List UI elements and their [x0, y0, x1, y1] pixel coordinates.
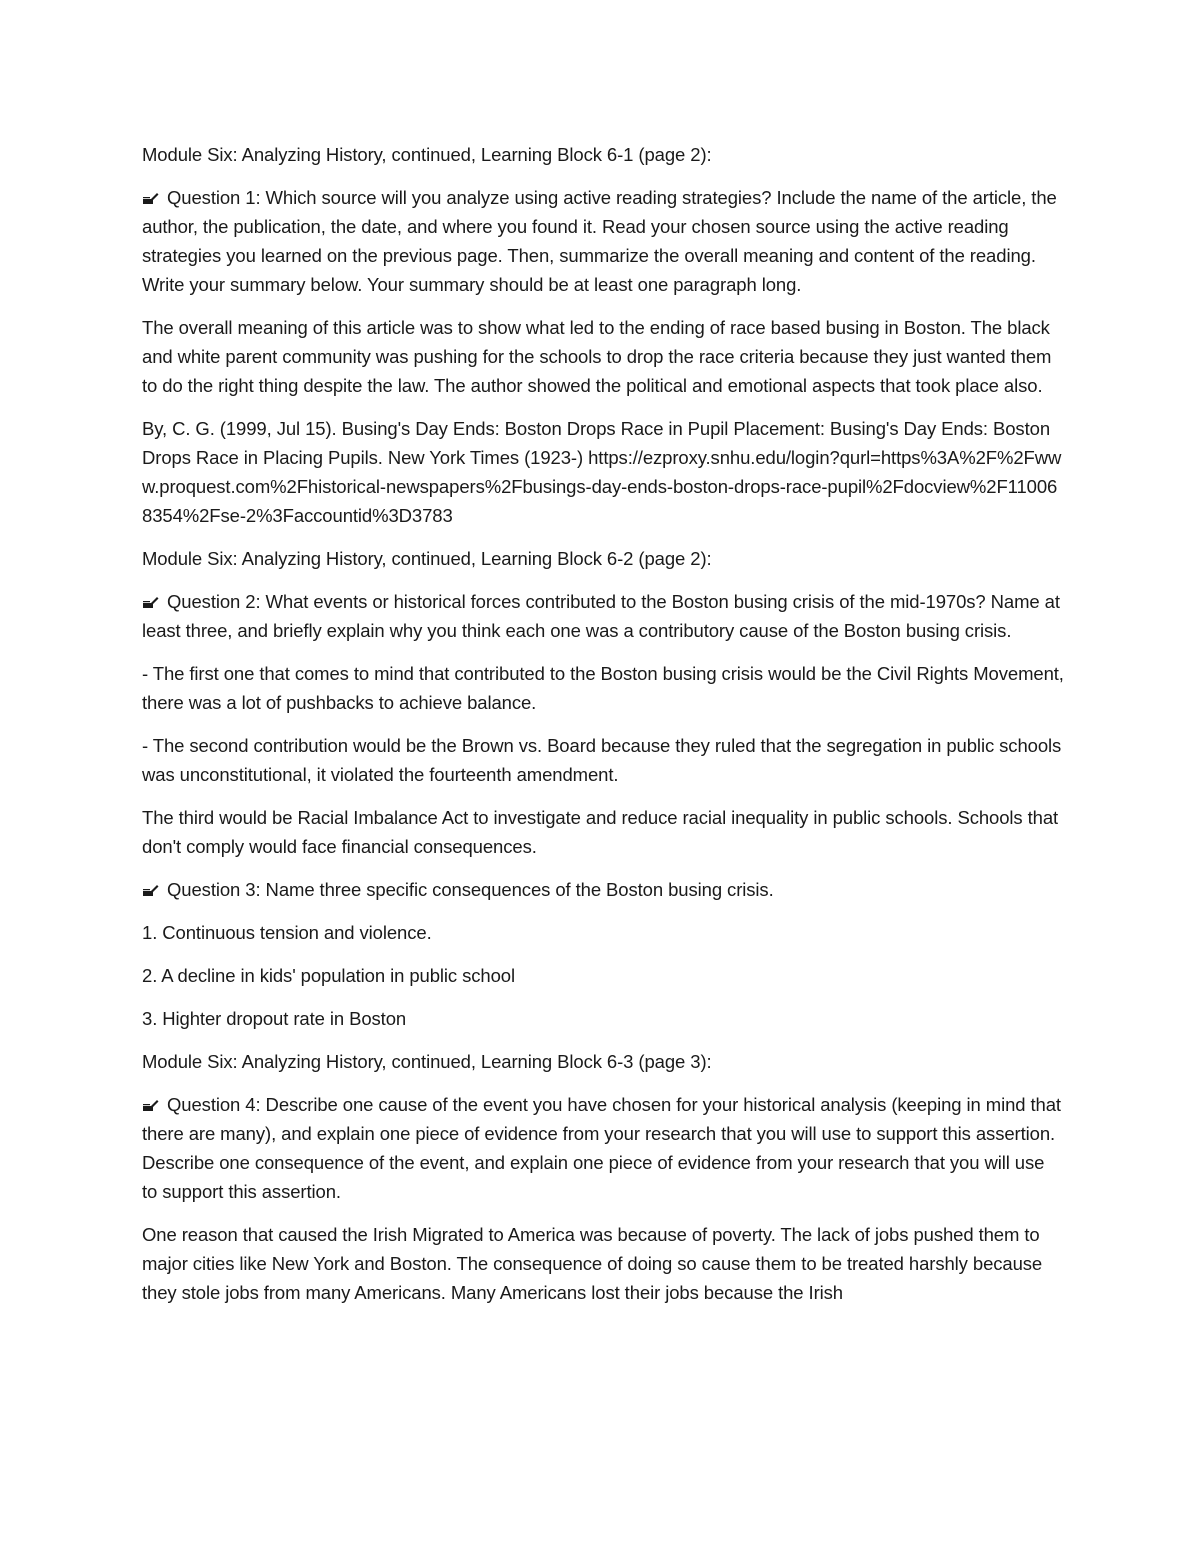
pencil-icon: [142, 1098, 159, 1112]
answer-2-item-2: - The second contribution would be the Brown vs. Board because they ruled that the segregation in public schools was unconstitutional, it violated the fourteenth amendment.: [142, 735, 1062, 785]
question-3-text: Question 3: Name three specific consequences of the Boston busing crisis.: [167, 879, 774, 900]
answer-2-item-1: - The first one that comes to mind that contributed to the Boston busing crisis would be the Civil Rights Movement, there was a lot of pushbacks to achieve balance.: [142, 663, 1064, 713]
answer-4: One reason that caused the Irish Migrated to America was because of poverty. The lack of jobs pushed them to major cities like New York and Boston. The consequence of doing so cause them to be treated harshly because they stole jobs from many Americans. Many Americans lost their jobs because the Irish: [142, 1224, 1043, 1303]
question-4-text: Question 4: Describe one cause of the event you have chosen for your historical analysis (keeping in mind that there are many), and explain one piece of evidence from your research that you will use to support this assertion. Describe one consequence of the event, and explain one piece of evidence from your research that you will use to support this assertion.: [142, 1094, 1061, 1202]
answer-3-item-3: 3. Highter dropout rate in Boston: [142, 1008, 407, 1029]
citation: By, C. G. (1999, Jul 15). Busing's Day Ends: Boston Drops Race in Pupil Placement: Busing's Day Ends: Boston Drops Race in Placing Pupils. New York Times (1923-) https://ezproxy.snhu.edu/login?qurl=https%3A%2F%2Fwww.proquest.com%2Fhistorical-newspapers%2Fbusings-day-ends-boston-drops-race-pupil%2Fdocview%2F110068354%2Fse-2%3Faccountid%3D3783: [142, 418, 1062, 526]
block-heading-6-2: Module Six: Analyzing History, continued, Learning Block 6-2 (page 2):: [142, 548, 712, 569]
answer-3-item-2: 2. A decline in kids' population in public school: [142, 965, 515, 986]
question-1: [142, 183, 1064, 299]
question-3: [142, 875, 1064, 904]
document-page: [142, 140, 1064, 1321]
answer-2-item-3: The third would be Racial Imbalance Act to investigate and reduce racial inequality in public schools. Schools that don't comply would face financial consequences.: [142, 807, 1059, 857]
pencil-icon: [142, 883, 159, 897]
block-heading-6-3: Module Six: Analyzing History, continued, Learning Block 6-3 (page 3):: [142, 1051, 712, 1072]
question-1-text: Question 1: Which source will you analyze using active reading strategies? Include the name of the article, the author, the publication, the date, and where you found it. Read your chosen source using the active reading strategies you learned on the previous page. Then, summarize the overall meaning and content of the reading. Write your summary below. Your summary should be at least one paragraph long.: [142, 187, 1057, 295]
question-4: [142, 1090, 1064, 1206]
question-2-text: Question 2: What events or historical forces contributed to the Boston busing crisis of the mid-1970s? Name at least three, and briefly explain why you think each one was a contributory cause of the Boston busing crisis.: [142, 591, 1060, 641]
question-2: [142, 587, 1064, 645]
block-heading-6-1: Module Six: Analyzing History, continued, Learning Block 6-1 (page 2):: [142, 144, 712, 165]
pencil-icon: [142, 191, 159, 205]
answer-1-summary: The overall meaning of this article was to show what led to the ending of race based busing in Boston. The black and white parent community was pushing for the schools to drop the race criteria because they just wanted them to do the right thing despite the law. The author showed the political and emotional aspects that took place also.: [142, 317, 1052, 396]
answer-3-item-1: 1. Continuous tension and violence.: [142, 922, 432, 943]
pencil-icon: [142, 595, 159, 609]
